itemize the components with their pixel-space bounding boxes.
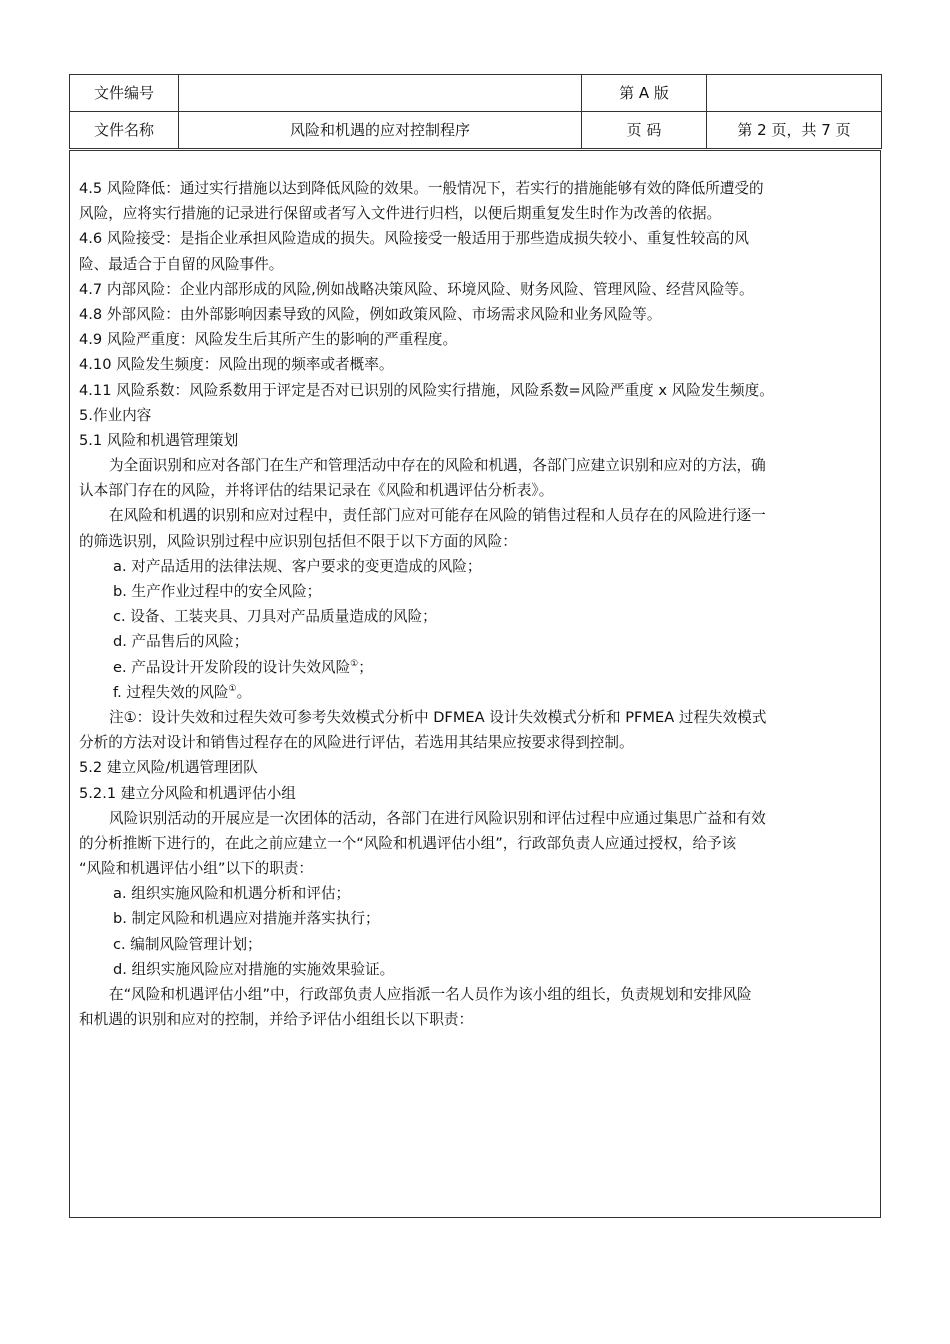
content-frame — [69, 150, 881, 1218]
document-body — [79, 176, 875, 1032]
header-row-2 — [70, 112, 882, 149]
text-line: 4.9 风险严重度：风险发生后其所产生的影响的严重程度。 — [79, 331, 458, 349]
text-line: 在“风险和机遇评估小组”中，行政部负责人应指派一名人员作为该小组的组长，负责规划和安排风险 — [109, 986, 752, 1003]
subsection-heading: 5.1 风险和机遇管理策划 — [79, 431, 239, 449]
footnote-marker: ① — [228, 683, 237, 694]
list-item: d. 产品售后的风险； — [113, 633, 249, 651]
text-line: 4.10 风险发生频度：风险出现的频率或者概率。 — [79, 356, 394, 374]
list-item: c. 编制风险管理计划； — [113, 935, 262, 953]
page-value: 第 2 页，共 7 页 — [707, 112, 882, 149]
text-line: 的筛选识别，风险识别过程中应识别包括但不限于以下方面的风险： — [79, 532, 517, 550]
text-line: 为全面识别和应对各部门在生产和管理活动中存在的风险和机遇，各部门应建立识别和应对的方法，确 — [109, 457, 766, 475]
doc-number-label: 文件编号 — [70, 75, 179, 112]
list-item: b. 制定风险和机遇应对措施并落实执行； — [113, 910, 380, 928]
list-item-end: ； — [358, 658, 373, 676]
text-line: 4.11 风险系数：风险系数用于评定是否对已识别的风险实行措施，风险系数=风险严重度 x 风险发生频度。 — [79, 381, 774, 399]
header-row-1 — [70, 75, 882, 112]
list-item: b. 生产作业过程中的安全风险； — [113, 583, 322, 600]
list-item-text: f. 过程失效的风险 — [113, 683, 229, 701]
list-item: d. 组织实施风险应对措施的实施效果验证。 — [113, 960, 395, 978]
text-line: 在风险和机遇的识别和应对过程中，责任部门应对可能存在风险的销售过程和人员存在的风险进行逐一 — [109, 507, 766, 525]
note-line: 注①：设计失效和过程失效可参考失效模式分析中 DFMEA 设计失效模式分析和 PFMEA 过程失效模式 — [109, 708, 767, 726]
document-header-table — [69, 74, 882, 149]
list-item-end: 。 — [236, 683, 252, 701]
subsection-heading: 5.2 建立风险/机遇管理团队 — [79, 759, 258, 777]
text-line: 风险，应将实行措施的记录进行保留或者写入文件进行归档，以便后期重复发生时作为改善的依据。 — [79, 205, 722, 223]
list-item: c. 设备、工装夹具、刀具对产品质量造成的风险； — [113, 608, 437, 626]
page-label: 页 码 — [582, 112, 707, 149]
list-item: a. 组织实施风险和机遇分析和评估； — [113, 885, 351, 903]
text-line: 4.8 外部风险：由外部影响因素导致的风险，例如政策风险、市场需求风险和业务风险等。 — [79, 305, 662, 323]
list-item — [79, 680, 875, 705]
version-label: 第 A 版 — [582, 75, 707, 112]
text-line: 的分析推断下进行的，在此之前应建立一个“风险和机遇评估小组”，行政部负责人应通过授权，给予该 — [79, 834, 737, 852]
text-line: 4.5 风险降低：通过实行措施以达到降低风险的效果。一般情况下，若实行的措施能够有效的降低所遭受的 — [79, 180, 764, 197]
text-line: 和机遇的识别和应对的控制，并给予评估小组组长以下职责： — [79, 1011, 474, 1029]
footnote-marker: ① — [350, 658, 359, 669]
text-line: 险、最适合于自留的风险事件。 — [79, 255, 284, 273]
doc-number-value — [179, 75, 582, 112]
list-item — [79, 655, 875, 680]
note-line: 分析的方法对设计和销售过程存在的风险进行评估，若选用其结果应按要求得到控制。 — [79, 734, 634, 752]
doc-name-label: 文件名称 — [70, 112, 179, 149]
text-line: 4.7 内部风险：企业内部形成的风险,例如战略决策风险、环境风险、财务风险、管理风险、经营风险等。 — [79, 280, 754, 298]
text-line: 4.6 风险接受：是指企业承担风险造成的损失。风险接受一般适用于那些造成损失较小、重复性较高的风 — [79, 230, 749, 248]
list-item: a. 对产品适用的法律法规、客户要求的变更造成的风险； — [113, 557, 482, 575]
text-line: 风险识别活动的开展应是一次团体的活动，各部门在进行风险识别和评估过程中应通过集思广益和有效 — [109, 809, 766, 827]
section-heading: 5.作业内容 — [79, 406, 152, 424]
version-value — [707, 75, 882, 112]
subsection-heading: 5.2.1 建立分风险和机遇评估小组 — [79, 784, 296, 802]
text-line: 认本部门存在的风险，并将评估的结果记录在《风险和机遇评估分析表》。 — [79, 482, 554, 500]
list-item-text: e. 产品设计开发阶段的设计失效风险 — [113, 658, 351, 676]
text-line: “风险和机遇评估小组”以下的职责： — [79, 860, 314, 878]
doc-name-value: 风险和机遇的应对控制程序 — [179, 112, 582, 149]
